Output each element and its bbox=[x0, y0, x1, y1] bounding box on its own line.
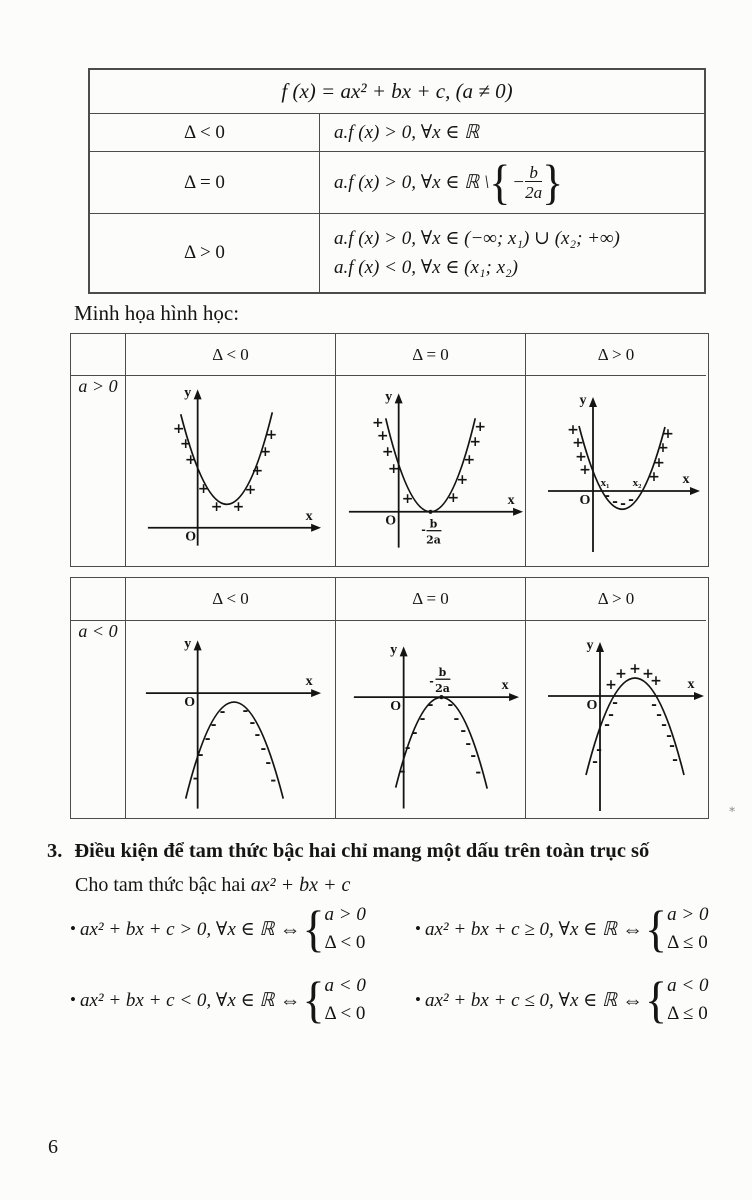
svg-text:+: + bbox=[376, 428, 389, 445]
delta-neg-value: a.f (x) > 0, ∀x ∈ ℝ bbox=[320, 114, 704, 152]
table-header-formula: f (x) = ax² + bx + c, (a ≠ 0) bbox=[90, 70, 704, 114]
svg-text:-: - bbox=[421, 523, 426, 537]
svg-text:O: O bbox=[390, 699, 402, 715]
svg-text:x: x bbox=[507, 492, 515, 508]
bullet-marker: • bbox=[415, 919, 421, 938]
svg-text:-: - bbox=[656, 707, 662, 723]
graph-a-neg-delta-pos bbox=[526, 621, 706, 818]
graph-cell bbox=[526, 621, 706, 818]
svg-text:-: - bbox=[612, 695, 618, 711]
svg-text:+: + bbox=[387, 460, 400, 477]
section-3-intro: Cho tam thức bậc hai ax² + bx + c bbox=[75, 874, 351, 896]
svg-text:-: - bbox=[608, 707, 614, 723]
svg-text:+: + bbox=[232, 498, 245, 515]
header-delta-zero: Δ = 0 bbox=[336, 334, 526, 376]
svg-text:-: - bbox=[219, 704, 226, 721]
graph-cell bbox=[126, 376, 336, 566]
svg-text:-: - bbox=[447, 697, 454, 714]
svg-text:2a: 2a bbox=[435, 682, 450, 696]
row-label-a-positive: a > 0 bbox=[71, 376, 126, 566]
graph-cell bbox=[336, 376, 526, 566]
minus-sign: − bbox=[513, 171, 525, 193]
section-title: Điều kiện để tam thức bậc hai chỉ mang một dấu trên toàn trục số bbox=[74, 840, 650, 862]
formula-text: a.f (x) > 0, ∀x ∈ ℝ \ bbox=[334, 172, 490, 193]
svg-text:+: + bbox=[265, 427, 278, 444]
svg-text:-: - bbox=[604, 717, 610, 733]
svg-text:y: y bbox=[586, 638, 594, 653]
bullet-marker: • bbox=[70, 919, 76, 938]
svg-text:-: - bbox=[427, 697, 434, 714]
svg-text:+: + bbox=[572, 435, 584, 451]
svg-text:O: O bbox=[579, 493, 591, 508]
svg-text:+: + bbox=[657, 440, 669, 456]
svg-text:+: + bbox=[605, 677, 617, 693]
graph-table-a-positive bbox=[70, 333, 709, 567]
open-brace: { bbox=[489, 155, 511, 209]
svg-text:y: y bbox=[385, 389, 393, 405]
svg-text:-: - bbox=[628, 492, 634, 508]
delta-zero-cell: Δ = 0 bbox=[90, 152, 320, 214]
svg-text:+: + bbox=[184, 452, 197, 469]
svg-text:+: + bbox=[650, 673, 662, 689]
svg-text:b: b bbox=[429, 517, 438, 531]
bullet-item-1: • ax² + bx + c > 0, ∀x ∈ ℝ ⇔ { a > 0 Δ < 0 bbox=[70, 900, 366, 957]
iff-arrow: ⇔ bbox=[622, 916, 644, 941]
formula-line-2: a.f (x) < 0, ∀x ∈ (x₁; x₂) bbox=[334, 257, 518, 278]
svg-text:x₁: x₁ bbox=[600, 477, 610, 489]
svg-text:+: + bbox=[210, 498, 223, 515]
svg-text:-: - bbox=[672, 752, 678, 768]
svg-text:-: - bbox=[265, 754, 272, 771]
svg-text:-: - bbox=[192, 770, 199, 787]
page-number: 6 bbox=[48, 1136, 58, 1158]
header-delta-pos: Δ > 0 bbox=[526, 334, 706, 376]
svg-text:-: - bbox=[453, 710, 460, 727]
svg-text:x: x bbox=[682, 472, 690, 487]
iff-arrow: ⇔ bbox=[279, 916, 301, 941]
section-3-heading bbox=[47, 840, 727, 863]
svg-text:+: + bbox=[662, 426, 674, 442]
svg-text:O: O bbox=[185, 529, 197, 545]
svg-text:-: - bbox=[399, 763, 406, 780]
svg-text:+: + bbox=[469, 434, 482, 451]
svg-text:-: - bbox=[204, 730, 211, 747]
svg-text:-: - bbox=[612, 494, 618, 510]
graph-a-pos-delta-neg bbox=[126, 376, 335, 566]
header-delta-pos: Δ > 0 bbox=[526, 578, 706, 621]
system-brace: { bbox=[302, 900, 325, 957]
bullet-item-4: • ax² + bx + c ≤ 0, ∀x ∈ ℝ ⇔ { a < 0 Δ ≤ 0 bbox=[415, 971, 709, 1028]
svg-text:-: - bbox=[210, 716, 217, 733]
delta-neg-cell: Δ < 0 bbox=[90, 114, 320, 152]
svg-text:-: - bbox=[460, 722, 467, 739]
bullet-item-3: • ax² + bx + c < 0, ∀x ∈ ℝ ⇔ { a < 0 Δ < 0 bbox=[70, 971, 366, 1028]
system-brace: { bbox=[302, 971, 325, 1028]
svg-text:-: - bbox=[419, 710, 426, 727]
geometric-illustration-caption: Minh họa hình học: bbox=[74, 301, 240, 325]
row-label-a-negative: a < 0 bbox=[71, 621, 126, 818]
svg-text:-: - bbox=[197, 746, 204, 763]
svg-text:+: + bbox=[179, 436, 192, 453]
svg-text:-: - bbox=[249, 714, 256, 731]
svg-text:+: + bbox=[371, 415, 384, 432]
fraction-b-2a: $\frac{b}{2a}$ bbox=[525, 163, 543, 202]
svg-text:+: + bbox=[251, 462, 264, 479]
graph-a-pos-delta-pos bbox=[526, 376, 706, 566]
close-brace: } bbox=[542, 155, 564, 209]
section-number: 3. bbox=[47, 840, 63, 862]
system-brace: { bbox=[645, 971, 668, 1028]
svg-text:-: - bbox=[666, 728, 672, 744]
svg-text:+: + bbox=[463, 452, 476, 469]
svg-text:y: y bbox=[390, 642, 398, 658]
svg-text:-: - bbox=[592, 754, 598, 770]
graph-cell bbox=[336, 621, 526, 818]
condition-bullet-list bbox=[70, 896, 730, 1033]
svg-text:-: - bbox=[429, 675, 434, 689]
svg-text:-: - bbox=[669, 738, 675, 754]
svg-text:+: + bbox=[653, 455, 665, 471]
svg-text:+: + bbox=[244, 481, 257, 498]
svg-text:x: x bbox=[305, 674, 313, 690]
svg-text:+: + bbox=[401, 490, 414, 507]
svg-text:+: + bbox=[474, 419, 487, 436]
svg-text:-: - bbox=[242, 703, 249, 720]
svg-text:O: O bbox=[586, 698, 598, 713]
graph-a-neg-delta-zero bbox=[336, 621, 525, 818]
graph-cell bbox=[126, 621, 336, 818]
svg-text:O: O bbox=[385, 513, 397, 529]
svg-text:y: y bbox=[184, 385, 192, 401]
svg-text:+: + bbox=[381, 444, 394, 461]
header-delta-neg: Δ < 0 bbox=[126, 334, 336, 376]
svg-text:-: - bbox=[651, 697, 657, 713]
svg-text:-: - bbox=[661, 717, 667, 733]
svg-text:x: x bbox=[305, 508, 313, 524]
svg-text:+: + bbox=[259, 444, 272, 461]
header-delta-zero: Δ = 0 bbox=[336, 578, 526, 621]
svg-text:-: - bbox=[254, 726, 261, 743]
svg-text:-: - bbox=[596, 742, 602, 758]
svg-text:-: - bbox=[620, 496, 626, 512]
svg-text:+: + bbox=[575, 449, 587, 465]
graph-table-a-negative bbox=[70, 577, 709, 819]
svg-text:2a: 2a bbox=[426, 533, 441, 547]
svg-text:b: b bbox=[438, 666, 447, 680]
delta-pos-cell: Δ > 0 bbox=[90, 214, 320, 292]
svg-text:x₂: x₂ bbox=[632, 477, 642, 489]
svg-text:+: + bbox=[197, 480, 210, 497]
svg-text:-: - bbox=[470, 747, 477, 764]
svg-text:y: y bbox=[579, 393, 587, 408]
graph-a-pos-delta-zero bbox=[336, 376, 525, 566]
delta-zero-value bbox=[320, 152, 704, 214]
svg-text:-: - bbox=[411, 724, 418, 741]
svg-text:+: + bbox=[615, 666, 627, 682]
svg-text:+: + bbox=[579, 462, 591, 478]
svg-text:y: y bbox=[184, 636, 192, 652]
svg-text:-: - bbox=[270, 772, 277, 789]
system-brace: { bbox=[645, 900, 668, 957]
svg-text:x: x bbox=[501, 678, 509, 694]
corner-cell bbox=[71, 578, 126, 621]
corner-cell bbox=[71, 334, 126, 376]
graph-a-neg-delta-neg bbox=[126, 621, 335, 818]
delta-pos-value bbox=[320, 214, 704, 292]
bullet-marker: • bbox=[415, 990, 421, 1009]
svg-text:+: + bbox=[629, 661, 641, 677]
svg-text:-: - bbox=[604, 488, 610, 504]
svg-text:+: + bbox=[648, 469, 660, 485]
svg-text:-: - bbox=[475, 764, 482, 781]
iff-arrow: ⇔ bbox=[279, 987, 301, 1012]
svg-text:+: + bbox=[642, 666, 654, 682]
intro-formula: ax² + bx + c bbox=[250, 874, 351, 896]
formula-line-1: a.f (x) > 0, ∀x ∈ (−∞; x₁) ∪ (x₂; +∞) bbox=[334, 228, 620, 249]
sign-condition-table bbox=[88, 68, 706, 294]
svg-text:-: - bbox=[260, 740, 267, 757]
iff-arrow: ⇔ bbox=[622, 987, 644, 1012]
svg-text:-: - bbox=[465, 735, 472, 752]
graph-cell bbox=[526, 376, 706, 566]
svg-text:+: + bbox=[447, 489, 460, 506]
svg-text:+: + bbox=[172, 421, 185, 438]
svg-text:+: + bbox=[456, 471, 469, 488]
svg-text:x: x bbox=[687, 677, 695, 692]
bullet-marker: • bbox=[70, 990, 76, 1009]
svg-text:-: - bbox=[404, 739, 411, 756]
header-delta-neg: Δ < 0 bbox=[126, 578, 336, 621]
svg-text:+: + bbox=[567, 422, 579, 438]
print-artifact: ∗ bbox=[728, 802, 737, 816]
bullet-item-2: • ax² + bx + c ≥ 0, ∀x ∈ ℝ ⇔ { a > 0 Δ ≤ 0 bbox=[415, 900, 709, 957]
svg-text:O: O bbox=[184, 695, 196, 711]
